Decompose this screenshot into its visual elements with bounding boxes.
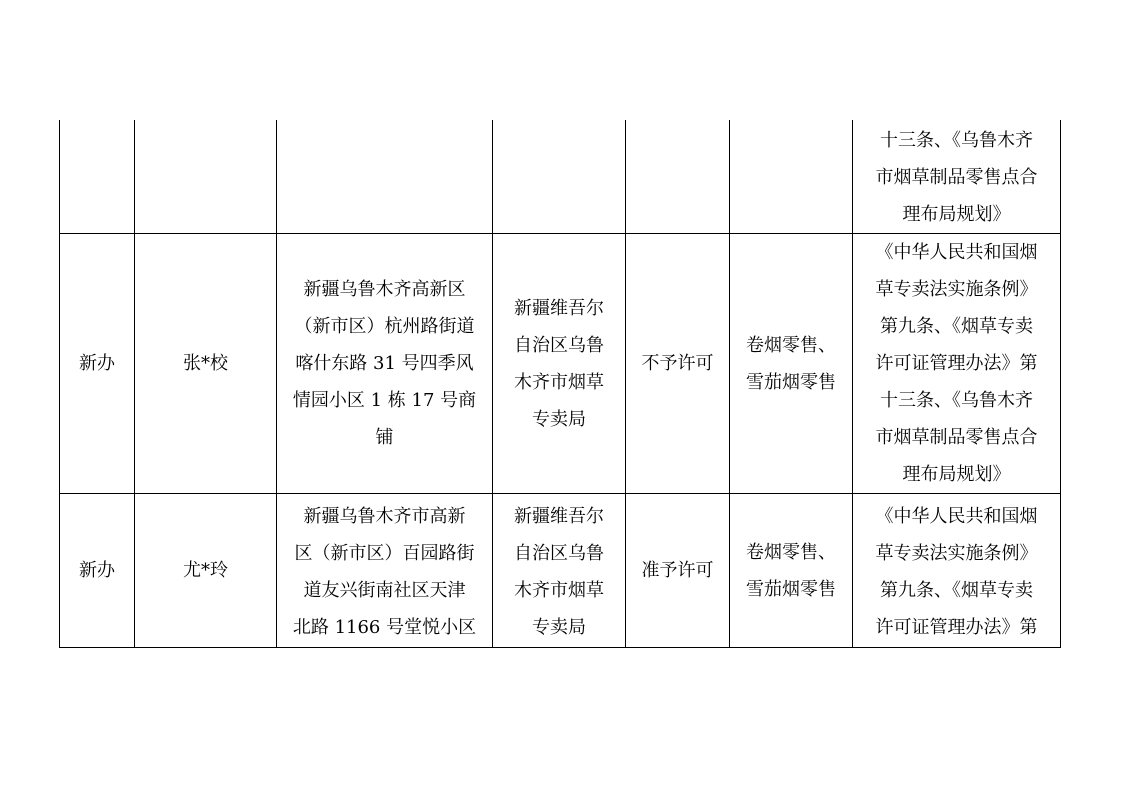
- license-table: [59, 120, 1061, 648]
- applicant-name-cell: [135, 494, 277, 648]
- cell-text-line: 区（新市区）百园路街: [294, 543, 475, 564]
- cell-text-line: 新疆维吾尔: [514, 297, 604, 319]
- business-address-cell: [277, 120, 493, 234]
- business-scope-cell: [730, 494, 853, 648]
- legal-basis-cell: [853, 120, 1061, 234]
- cell-text-line: 《中华人民共和国烟: [875, 242, 1038, 263]
- cell-text-line: 专卖局: [532, 617, 586, 638]
- cell-text-line: 新疆维吾尔: [514, 506, 604, 527]
- legal-basis-cell: [853, 494, 1061, 648]
- cell-text: 准予许可: [641, 560, 714, 581]
- cell-text-line: 卷烟零售、: [746, 541, 836, 563]
- cell-text-line: 铺: [375, 427, 394, 448]
- licensing-authority-cell: [493, 120, 626, 234]
- cell-text-line: 道友兴街南社区天津: [303, 580, 466, 601]
- cell-text-line: 《中华人民共和国烟: [875, 506, 1038, 527]
- cell-text-line: （新市区）杭州路街道: [294, 316, 475, 337]
- business-address-cell: [277, 494, 493, 648]
- business-address-cell: [277, 234, 493, 494]
- cell-text-line: 木齐市烟草: [514, 371, 604, 393]
- cell-text-line: 木齐市烟草: [514, 580, 604, 601]
- decision-cell: [626, 120, 730, 234]
- cell-text-line: 第九条、《烟草专卖: [880, 580, 1033, 601]
- table-row: [60, 120, 1061, 234]
- cell-text-line: 专卖局: [532, 408, 586, 430]
- cell-text-line: 卷烟零售、: [746, 334, 836, 356]
- legal-basis-cell: [853, 234, 1061, 494]
- table-row: [60, 234, 1061, 494]
- cell-text: 不予许可: [641, 353, 714, 374]
- cell-text-line: 自治区乌鲁: [514, 334, 604, 356]
- cell-text-line: 情园小区 1 栋 17 号商: [292, 390, 477, 411]
- cell-text-line: 草专卖法实施条例》: [875, 543, 1038, 564]
- decision-cell: [626, 494, 730, 648]
- decision-cell: [626, 234, 730, 494]
- cell-text-line: 新疆乌鲁木齐市高新: [303, 506, 466, 527]
- license-table-page: [59, 120, 1060, 644]
- application-type-cell: [60, 494, 135, 648]
- cell-text-line: 北路 1166 号堂悦小区: [292, 617, 477, 638]
- table-row: [60, 494, 1061, 648]
- cell-text-line: 十三条、《乌鲁木齐: [880, 390, 1033, 411]
- application-type-cell: [60, 120, 135, 234]
- cell-text-line: 市烟草制品零售点合: [875, 427, 1038, 448]
- cell-text-line: 许可证管理办法》第: [875, 617, 1038, 638]
- licensing-authority-cell: [493, 494, 626, 648]
- cell-text-line: 草专卖法实施条例》: [875, 279, 1038, 300]
- cell-text: 新办: [79, 353, 115, 374]
- application-type-cell: [60, 234, 135, 494]
- cell-text-line: 理布局规划》: [902, 464, 1011, 485]
- cell-text: 张*校: [183, 353, 228, 374]
- cell-text-line: 许可证管理办法》第: [875, 353, 1038, 374]
- cell-text-line: 十三条、《乌鲁木齐: [880, 130, 1033, 151]
- cell-text-line: 新疆乌鲁木齐高新区: [303, 279, 466, 300]
- cell-text-line: 市烟草制品零售点合: [875, 167, 1038, 188]
- licensing-authority-cell: [493, 234, 626, 494]
- cell-text-line: 第九条、《烟草专卖: [880, 316, 1033, 337]
- cell-text-line: 自治区乌鲁: [514, 543, 604, 564]
- business-scope-cell: [730, 120, 853, 234]
- cell-text-line: 理布局规划》: [902, 204, 1011, 225]
- cell-text: 新办: [79, 560, 115, 581]
- applicant-name-cell: [135, 234, 277, 494]
- business-scope-cell: [730, 234, 853, 494]
- cell-text-line: 喀什东路 31 号四季风: [295, 353, 474, 374]
- applicant-name-cell: [135, 120, 277, 234]
- cell-text-line: 雪茄烟零售: [746, 371, 836, 393]
- cell-text: 尤*玲: [183, 560, 228, 581]
- cell-text-line: 雪茄烟零售: [746, 578, 836, 600]
